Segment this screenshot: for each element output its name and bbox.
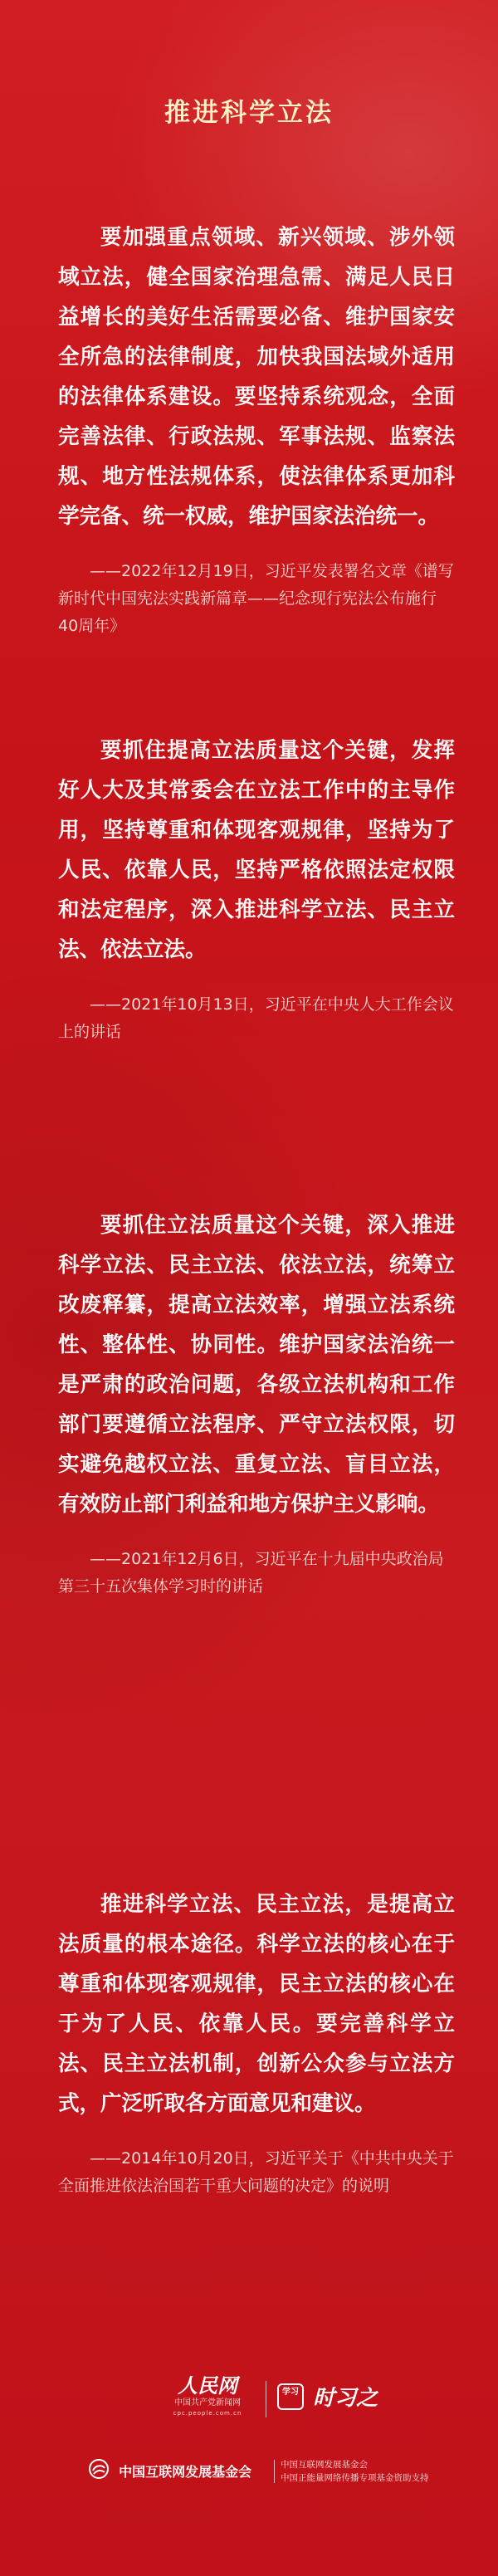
quote-source: ——2021年12月6日，习近平在十九届中央政治局第三十五次集体学习时的讲话 <box>58 1550 444 1596</box>
page-title: 推进科学立法 <box>164 98 334 128</box>
shixizhi-logo <box>277 2381 378 2414</box>
quote-text: 要抓住提高立法质量这个关键，发挥好人大及其常委会在立法工作中的主导作用，坚持尊重和体现客观规律，坚持为了人民、依靠人民，坚持严格依照法定权限和法定程序，深入推进科学立法、民主立法、依法立法。 <box>58 738 455 962</box>
footer-logos <box>0 2374 498 2432</box>
foundation-emblem-icon <box>88 2458 110 2483</box>
support-line-2: 中国正能量网络传播专项基金资助支持 <box>281 2473 429 2483</box>
quote-text: 推进科学立法、民主立法，是提高立法质量的根本途径。科学立法的核心在于尊重和体现客观规律，民主立法的核心在于为了人民、依靠人民。要完善科学立法、民主立法机制，创新公众参与立法方式，广泛听取各方面意见和建议。 <box>58 1892 455 2116</box>
quote-section-4 <box>58 1884 455 2200</box>
foundation-divider <box>274 2460 275 2483</box>
support-line-1: 中国互联网发展基金会 <box>281 2460 368 2470</box>
quote-source: ——2014年10月20日，习近平关于《中共中央关于全面推进依法治国若干重大问题的决定》的说明 <box>58 2149 454 2195</box>
people-daily-logo-url: cpc.people.com.cn <box>173 2410 242 2417</box>
people-daily-logo-sub: 中国共产党新闻网 <box>174 2398 241 2407</box>
quote-text: 要抓住立法质量这个关键，深入推进科学立法、民主立法、依法立法，统筹立改废释纂，提高立法效率，增强立法系统性、整体性、协同性。维护国家法治统一是严肃的政治问题，各级立法机构和工作部门要遵循立法程序、严守立法权限，切实避免越权立法、重复立法、盲目立法，有效防止部门利益和地方保护主义影响。 <box>58 1213 455 1517</box>
support-text <box>281 2458 463 2485</box>
foundation-name: 中国互联网发展基金会 <box>119 2463 252 2480</box>
title-area <box>0 91 498 129</box>
people-daily-logo-name: 人民网 <box>178 2373 237 2398</box>
quote-text: 要加强重点领域、新兴领域、涉外领域立法，健全国家治理急需、满足人民日益增长的美好生活需要必备、维护国家安全所急的法律制度，加快我国法域外适用的法律体系建设。要坚持系统观念，全面完善法律、行政法规、军事法规、监察法规、地方性法规体系，使法律体系更加科学完备、统一权威，维护国家法治统一。 <box>58 225 455 529</box>
shixizhi-seal-icon: 学习 <box>277 2383 304 2410</box>
footer-foundation <box>0 2453 498 2486</box>
people-daily-logo <box>158 2374 257 2417</box>
quote-source: ——2021年10月13日，习近平在中央人大工作会议上的讲话 <box>58 995 454 1041</box>
foundation-logo <box>88 2458 251 2483</box>
quote-section-2 <box>58 731 455 1046</box>
quote-section-1 <box>58 218 455 640</box>
quote-source: ——2022年12月19日，习近平发表署名文章《谱写新时代中国宪法实践新篇章——纪念现行宪法公布施行40周年》 <box>58 562 454 635</box>
quote-section-3 <box>58 1205 455 1601</box>
shixizhi-logo-name: 时习之 <box>313 2386 378 2411</box>
